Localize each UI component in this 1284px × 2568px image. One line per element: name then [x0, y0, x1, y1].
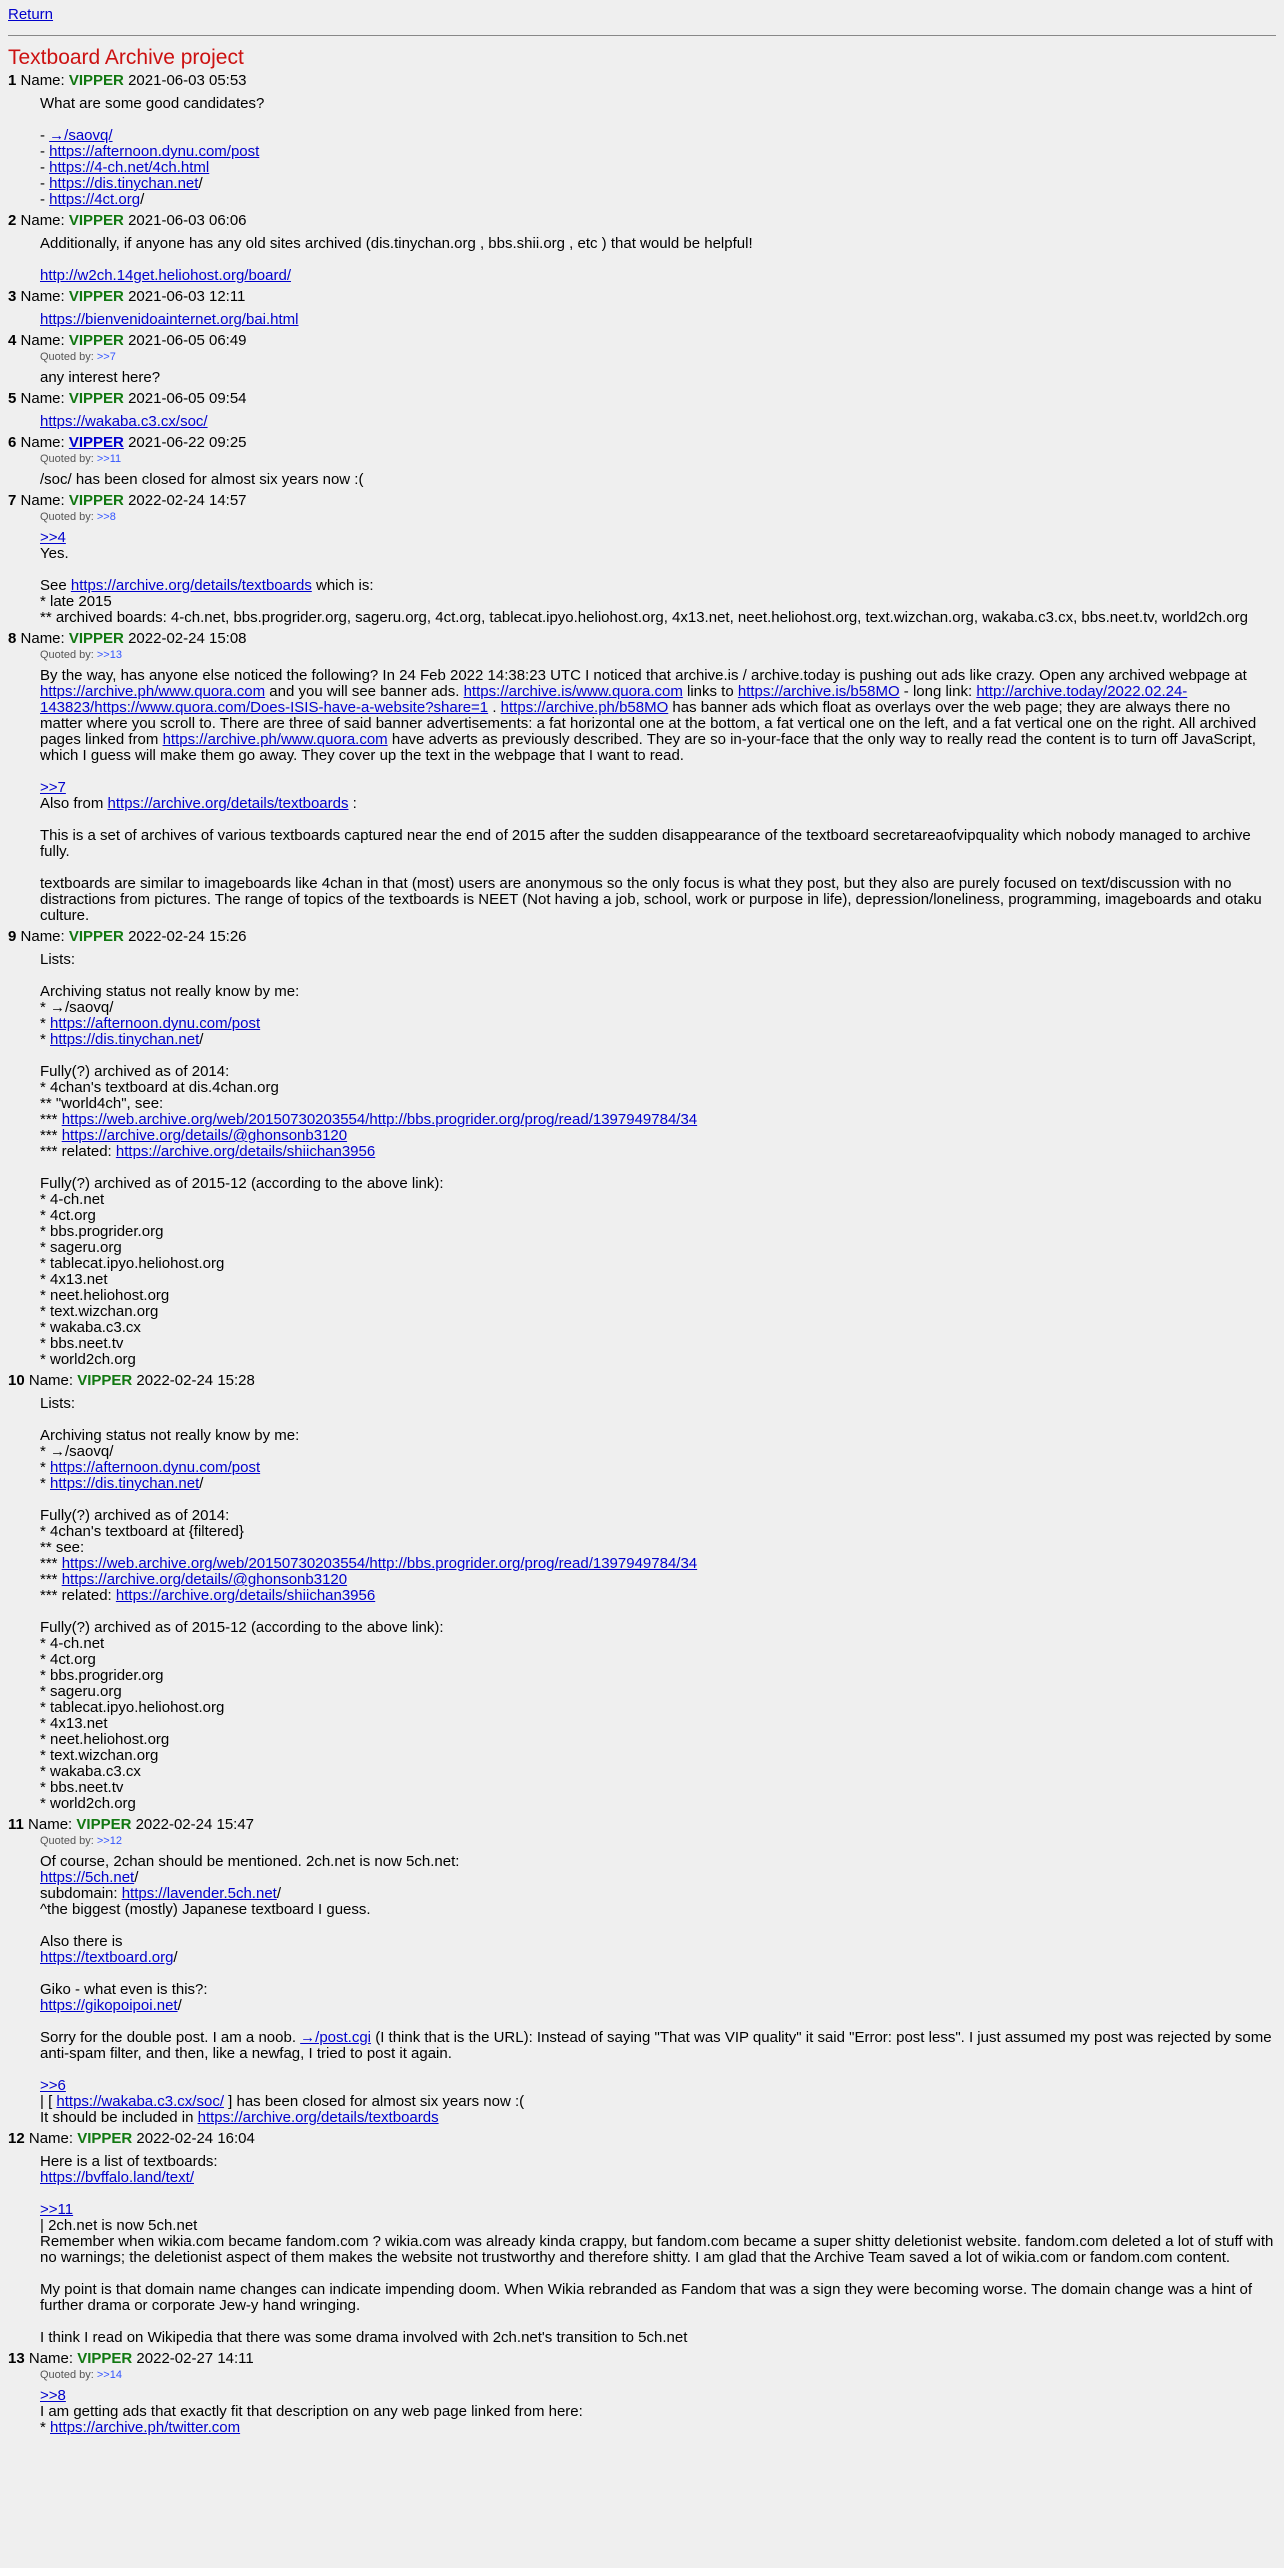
- post-line: ** archived boards: 4-ch.net, bbs.progrider.org, sageru.org, 4ct.org, tablecat.ipyo.heliohost.org, 4x13.net, neet.heliohost.org, text.wizchan.org, wakaba.c3.cx, bbs.neet.tv, world2ch.org: [40, 609, 1248, 626]
- post-link[interactable]: https://archive.org/details/@ghonsonb3120: [61, 1127, 348, 1144]
- post-link[interactable]: https://archive.is/b58MO: [737, 683, 900, 700]
- post-line: * bbs.neet.tv: [40, 1779, 124, 1796]
- post-line: My point is that domain name changes can indicate impending doom. When Wikia rebranded as Fandom that was a sign they were becoming worse. The domain change was a hint of further drama or corporate Jew-y hand wringing.: [40, 2281, 1253, 2314]
- name-label: Name:: [28, 1816, 73, 1833]
- post-link[interactable]: https://dis.tinychan.net: [49, 175, 199, 192]
- post-line: * 4chan's textboard at {filtered}: [40, 1523, 244, 1540]
- post-line: - →/saovq/: [40, 127, 113, 144]
- blank-line: [40, 1604, 1276, 1620]
- post-line: Fully(?) archived as of 2015-12 (according to the above link):: [40, 1175, 444, 1192]
- post: [8, 2130, 1276, 2346]
- post-line: subdomain: https://lavender.5ch.net/: [40, 1885, 281, 1902]
- blank-line: [40, 2314, 1276, 2330]
- post-line: - https://4-ch.net/4ch.html: [40, 159, 210, 176]
- post-line: [40, 414, 1276, 430]
- post-line: * sageru.org: [40, 1239, 122, 1256]
- post-line: * 4ct.org: [40, 1207, 96, 1224]
- post-link[interactable]: https://archive.ph/www.quora.com: [162, 731, 388, 748]
- quoted-by-link[interactable]: >>14: [96, 2369, 122, 2381]
- quoted-by-link[interactable]: >>13: [96, 649, 122, 661]
- post-line: [40, 312, 1276, 328]
- quoted-by: Quoted by: >>13: [40, 649, 122, 661]
- post-date: 2021-06-05 06:49: [128, 332, 247, 349]
- post-line: * text.wizchan.org: [40, 1303, 159, 1320]
- post-link[interactable]: https://dis.tinychan.net: [50, 1031, 200, 1048]
- post-line: Giko - what even is this?:: [40, 1981, 208, 1998]
- blank-line: [40, 2062, 1276, 2078]
- post-header: [8, 332, 1276, 350]
- post-line: * 4chan's textboard at dis.4chan.org: [40, 1079, 279, 1096]
- post-link[interactable]: https://wakaba.c3.cx/soc/: [56, 2093, 224, 2110]
- post-link[interactable]: http://archive.today/2022.02.24-143823/https://www.quora.com/Does-ISIS-have-a-website?share=1: [40, 683, 1188, 716]
- post-line: [40, 2078, 1276, 2094]
- post-link[interactable]: https://afternoon.dynu.com/post: [50, 1459, 261, 1476]
- blank-line: [40, 1918, 1276, 1934]
- name-label: Name:: [20, 928, 65, 945]
- poster-name: VIPPER: [68, 332, 124, 349]
- post-line: What are some good candidates?: [40, 95, 265, 112]
- post-link[interactable]: https://web.archive.org/web/20150730203554/http://bbs.progrider.org/prog/read/1397949784/34: [61, 1111, 698, 1128]
- divider: [8, 35, 1276, 36]
- post-line: Of course, 2chan should be mentioned. 2ch.net is now 5ch.net:: [40, 1853, 460, 1870]
- quoted-by: Quoted by: >>7: [40, 351, 116, 363]
- post: [8, 212, 1276, 284]
- post-body: [40, 1854, 1276, 2126]
- return-link[interactable]: Return: [8, 6, 54, 23]
- post-body: [40, 2154, 1276, 2346]
- post-date: 2021-06-05 09:54: [128, 390, 247, 407]
- post-line: * wakaba.c3.cx: [40, 1763, 141, 1780]
- post-line: https://gikopoipoi.net/: [40, 1997, 182, 2014]
- post-header: [8, 630, 1276, 648]
- post-link[interactable]: https://archive.org/details/textboards: [197, 2109, 439, 2126]
- post-line: It should be included in https://archive.org/details/textboards: [40, 2109, 439, 2126]
- post-date: 2022-02-27 14:11: [136, 2350, 254, 2367]
- post-line: - https://dis.tinychan.net/: [40, 175, 203, 192]
- post-line: [40, 2388, 1276, 2404]
- quoted-by-link[interactable]: >>8: [96, 511, 116, 523]
- post-body: [40, 2388, 1276, 2436]
- post-line: *** https://archive.org/details/@ghonsonb3120: [40, 1571, 348, 1588]
- post-link[interactable]: https://afternoon.dynu.com/post: [49, 143, 260, 160]
- post-header: [8, 1372, 1276, 1390]
- post-link[interactable]: https://archive.org/details/textboards: [70, 577, 312, 594]
- page-title: Textboard Archive project: [8, 46, 244, 69]
- name-label: Name:: [20, 630, 65, 647]
- post-line: - https://afternoon.dynu.com/post: [40, 143, 260, 160]
- post-line: [40, 530, 1276, 546]
- post-body: [40, 236, 1276, 284]
- post-date: 2021-06-03 12:11: [128, 288, 246, 305]
- post-link[interactable]: https://4ct.org: [49, 191, 141, 208]
- post-link[interactable]: https://archive.org/details/@ghonsonb3120: [61, 1571, 348, 1588]
- post-header: [8, 928, 1276, 946]
- post-header: [8, 72, 1276, 90]
- post-body: [40, 96, 1276, 208]
- quoted-by-link[interactable]: >>7: [96, 351, 116, 363]
- post-line: * https://dis.tinychan.net/: [40, 1031, 204, 1048]
- blank-line: [40, 1160, 1276, 1176]
- post-line: [40, 2202, 1276, 2218]
- post-link[interactable]: https://archive.org/details/shiichan3956: [115, 1143, 376, 1160]
- poster-name: VIPPER: [68, 630, 124, 647]
- post-line: Yes.: [40, 545, 69, 562]
- post-line: * sageru.org: [40, 1683, 122, 1700]
- post: [8, 434, 1276, 488]
- name-label: Name:: [20, 434, 65, 451]
- post-line: * bbs.progrider.org: [40, 1223, 164, 1240]
- post-date: 2022-02-24 14:57: [128, 492, 247, 509]
- post-line: This is a set of archives of various textboards captured near the end of 2015 after the sudden disappearance of the textboard secretareaofvipquality which nobody managed to archive fully.: [40, 827, 1251, 860]
- post-line: * 4x13.net: [40, 1715, 108, 1732]
- blank-line: [40, 112, 1276, 128]
- post: [8, 332, 1276, 386]
- post-line: https://textboard.org/: [40, 1949, 178, 1966]
- poster-name: VIPPER: [68, 492, 124, 509]
- poster-name: VIPPER: [77, 1372, 133, 1389]
- post-line: Archiving status not really know by me:: [40, 983, 300, 1000]
- post-date: 2022-02-24 15:08: [128, 630, 247, 647]
- blank-line: [40, 2014, 1276, 2030]
- post-link[interactable]: https://archive.is/www.quora.com: [463, 683, 683, 700]
- post-number: 7: [8, 492, 17, 509]
- name-label: Name:: [28, 1372, 74, 1389]
- blank-line: [40, 2266, 1276, 2282]
- post-date: 2021-06-22 09:25: [128, 434, 247, 451]
- post-number: 11: [8, 1816, 24, 1833]
- post-line: By the way, has anyone else noticed the following? In 24 Feb 2022 14:38:23 UTC I noticed that archive.is / archive.today is pushing out ads like crazy. Open any archived webpage at https://archive.ph/www.quora.com and you will see banner ads. https://archive.is/www.quora.com links to https://archive.is/b58MO - long link: http://archive.today/2022.02.24-143823/https://www.quora.com/Does-ISIS-have-a-website?share=1 . https://archive.ph/b58MO has banner ads which float as overlays over the web page; they are always there no matter where you scroll to. There are three of said banner advertisements: a fat horizontal one at the bottom, a fat vertical one on the left, and a fat vertical one on the right. All archived pages linked from https://archive.ph/www.quora.com have adverts as previously described. They are so in-your-face that the only way to really read the content is to turn off JavaScript, which I guess will make them go away. They cover up the text in the webpage that I want to read.: [40, 667, 1257, 764]
- post-line: * 4-ch.net: [40, 1191, 105, 1208]
- post-date: 2021-06-03 05:53: [128, 72, 247, 89]
- post-line: Fully(?) archived as of 2014:: [40, 1507, 230, 1524]
- post-line: * late 2015: [40, 593, 112, 610]
- post-line: Lists:: [40, 951, 76, 968]
- poster-name: VIPPER: [68, 72, 124, 89]
- reply-link[interactable]: >>7: [40, 779, 66, 796]
- blank-line: [40, 968, 1276, 984]
- post-body: [40, 370, 1276, 386]
- post-line: * 4ct.org: [40, 1651, 96, 1668]
- post-line: * tablecat.ipyo.heliohost.org: [40, 1699, 225, 1716]
- post-body: [40, 1396, 1276, 1812]
- post-line: * →/saovq/: [40, 1443, 114, 1460]
- blank-line: [40, 812, 1276, 828]
- name-label: Name:: [20, 212, 65, 229]
- post-line: See https://archive.org/details/textboards which is:: [40, 577, 374, 594]
- post-link[interactable]: https://afternoon.dynu.com/post: [50, 1015, 261, 1032]
- post: [8, 928, 1276, 1368]
- post-line: [40, 780, 1276, 796]
- post-link[interactable]: https://wakaba.c3.cx/soc/: [40, 413, 208, 430]
- post-number: 3: [8, 288, 17, 305]
- post-number: 1: [8, 72, 17, 89]
- post-line: Also from https://archive.org/details/textboards :: [40, 795, 357, 812]
- post-header: [8, 2350, 1276, 2368]
- post-link[interactable]: https://5ch.net: [40, 1869, 135, 1886]
- poster-name: VIPPER: [68, 928, 124, 945]
- blank-line: [40, 1048, 1276, 1064]
- post-link[interactable]: https://archive.org/details/shiichan3956: [115, 1587, 376, 1604]
- name-label: Name:: [20, 72, 65, 89]
- blank-line: [40, 1412, 1276, 1428]
- post: [8, 72, 1276, 208]
- poster-name: VIPPER: [68, 390, 124, 407]
- post-body: [40, 414, 1276, 430]
- post-line: Here is a list of textboards:: [40, 2153, 218, 2170]
- poster-name: VIPPER: [77, 2350, 133, 2367]
- post-line: ^the biggest (mostly) Japanese textboard I guess.: [40, 1901, 371, 1918]
- post-line: *** https://web.archive.org/web/20150730203554/http://bbs.progrider.org/prog/read/1397949784/34: [40, 1111, 698, 1128]
- post-number: 5: [8, 390, 17, 407]
- post-line: * bbs.neet.tv: [40, 1335, 124, 1352]
- post-date: 2022-02-24 15:28: [136, 1372, 255, 1389]
- post-line: textboards are similar to imageboards like 4chan in that (most) users are anonymous so the only focus is what they post, but they also are purely focused on text/discussion with no distractions from pictures. The range of topics of the textboards is NEET (Not having a job, school, work or purpose in life), depression/loneliness, programming, imageboards and otaku culture.: [40, 875, 1262, 924]
- post-line: Fully(?) archived as of 2015-12 (according to the above link):: [40, 1619, 444, 1636]
- post-number: 6: [8, 434, 17, 451]
- name-label: Name:: [20, 288, 65, 305]
- post-link[interactable]: https://lavender.5ch.net: [121, 1885, 277, 1902]
- post-link[interactable]: https://4-ch.net/4ch.html: [49, 159, 210, 176]
- quoted-by: Quoted by: >>8: [40, 511, 116, 523]
- post-line: Lists:: [40, 1395, 76, 1412]
- post-line: https://5ch.net/: [40, 1869, 139, 1886]
- post-header: [8, 288, 1276, 306]
- post-date: 2022-02-24 15:26: [128, 928, 247, 945]
- post-line: Remember when wikia.com became fandom.com ? wikia.com was already kinda crappy, but fandom.com became a super shitty deletionist website. fandom.com deleted a lot of stuff with no warnings; the deletionist aspect of them makes the website not trustworthy and therefore shitty. I am glad that the Archive Team saved a lot of wikia.com or fandom.com content.: [40, 2233, 1274, 2266]
- quoted-by-link[interactable]: >>12: [96, 1835, 122, 1847]
- name-label: Name:: [20, 390, 65, 407]
- poster-name[interactable]: VIPPER: [68, 434, 124, 451]
- post-header: [8, 2130, 1276, 2148]
- post-line: I am getting ads that exactly fit that description on any web page linked from here:: [40, 2403, 583, 2420]
- post-line: *** https://archive.org/details/@ghonsonb3120: [40, 1127, 348, 1144]
- post-line: * https://afternoon.dynu.com/post: [40, 1459, 261, 1476]
- post-link[interactable]: http://w2ch.14get.heliohost.org/board/: [40, 267, 292, 284]
- post-link[interactable]: https://bvffalo.land/text/: [40, 2169, 194, 2186]
- reply-link[interactable]: >>8: [40, 2387, 66, 2404]
- post-link[interactable]: https://archive.org/details/textboards: [107, 795, 349, 812]
- post-line: | 2ch.net is now 5ch.net: [40, 2217, 198, 2234]
- post: [8, 2350, 1276, 2436]
- post-number: 8: [8, 630, 17, 647]
- post-body: [40, 530, 1276, 626]
- post-date: 2022-02-24 16:04: [136, 2130, 255, 2147]
- post-line: [40, 268, 1276, 284]
- name-label: Name:: [20, 492, 65, 509]
- post-link[interactable]: https://dis.tinychan.net: [50, 1475, 200, 1492]
- post-body: [40, 668, 1276, 924]
- post-line: *** related: https://archive.org/details/shiichan3956: [40, 1143, 376, 1160]
- blank-line: [40, 252, 1276, 268]
- post: [8, 1816, 1276, 2126]
- post: [8, 288, 1276, 328]
- post-body: [40, 312, 1276, 328]
- post-link[interactable]: https://archive.ph/www.quora.com: [40, 683, 266, 700]
- post-body: [40, 472, 1276, 488]
- post-line: * world2ch.org: [40, 1795, 136, 1812]
- quoted-by-link[interactable]: >>11: [96, 453, 122, 465]
- post-line: Additionally, if anyone has any old sites archived (dis.tinychan.org , bbs.shii.org , etc ) that would be helpful!: [40, 235, 753, 252]
- post-line: *** https://web.archive.org/web/20150730203554/http://bbs.progrider.org/prog/read/1397949784/34: [40, 1555, 698, 1572]
- name-label: Name:: [20, 332, 65, 349]
- top-nav: [8, 6, 1276, 30]
- reply-link[interactable]: >>4: [40, 529, 66, 546]
- post-line: any interest here?: [40, 369, 161, 386]
- post-number: 2: [8, 212, 17, 229]
- name-label: Name:: [28, 2350, 74, 2367]
- post-line: /soc/ has been closed for almost six years now :(: [40, 471, 364, 488]
- post-line: * wakaba.c3.cx: [40, 1319, 141, 1336]
- poster-name: VIPPER: [77, 2130, 133, 2147]
- post-date: 2022-02-24 15:47: [135, 1816, 255, 1833]
- post-line: * https://dis.tinychan.net/: [40, 1475, 204, 1492]
- post-link[interactable]: https://bienvenidoainternet.org/bai.html: [40, 311, 299, 328]
- post-header: [8, 390, 1276, 408]
- blank-line: [40, 562, 1276, 578]
- post-line: * neet.heliohost.org: [40, 1287, 170, 1304]
- post-number: 13: [8, 2350, 25, 2367]
- blank-line: [40, 860, 1276, 876]
- thread: [8, 72, 1276, 2436]
- blank-line: [40, 764, 1276, 780]
- blank-line: [40, 1966, 1276, 1982]
- post-line: * 4x13.net: [40, 1271, 108, 1288]
- poster-name: VIPPER: [76, 1816, 132, 1833]
- post: [8, 390, 1276, 430]
- post-line: * bbs.progrider.org: [40, 1667, 164, 1684]
- post-line: * world2ch.org: [40, 1351, 136, 1368]
- reply-link[interactable]: >>6: [40, 2077, 66, 2094]
- name-label: Name:: [28, 2130, 74, 2147]
- post-line: | [ https://wakaba.c3.cx/soc/ ] has been closed for almost six years now :(: [40, 2093, 525, 2110]
- post-date: 2021-06-03 06:06: [128, 212, 247, 229]
- post-line: ** "world4ch", see:: [40, 1095, 164, 1112]
- post-number: 12: [8, 2130, 25, 2147]
- poster-name: VIPPER: [68, 288, 124, 305]
- post-line: * neet.heliohost.org: [40, 1731, 170, 1748]
- post-header: [8, 1816, 1276, 1834]
- post-number: 10: [8, 1372, 25, 1389]
- quoted-by: Quoted by: >>11: [40, 453, 122, 465]
- quoted-by: Quoted by: >>12: [40, 1835, 122, 1847]
- post-header: [8, 434, 1276, 452]
- post-link[interactable]: https://gikopoipoi.net: [40, 1997, 178, 2014]
- post-line: [40, 2170, 1276, 2186]
- post-line: - https://4ct.org/: [40, 191, 145, 208]
- post-line: Sorry for the double post. I am a noob. →/post.cgi (I think that is the URL): Instead of saying "That was VIP quality" it said "Error: post less". I just assumed my post was rejected by some anti-spam filter, and then, like a newfag, I tried to post it again.: [40, 2029, 1272, 2062]
- post-line: * 4-ch.net: [40, 1635, 105, 1652]
- quoted-by: Quoted by: >>14: [40, 2369, 122, 2381]
- post-line: * tablecat.ipyo.heliohost.org: [40, 1255, 225, 1272]
- poster-name: VIPPER: [68, 212, 124, 229]
- post-header: [8, 492, 1276, 510]
- post-number: 4: [8, 332, 17, 349]
- post: [8, 630, 1276, 924]
- post-line: * https://afternoon.dynu.com/post: [40, 1015, 261, 1032]
- post-line: ** see:: [40, 1539, 85, 1556]
- post-link[interactable]: https://web.archive.org/web/20150730203554/http://bbs.progrider.org/prog/read/1397949784/34: [61, 1555, 698, 1572]
- post-link[interactable]: https://archive.ph/b58MO: [500, 699, 669, 716]
- post-line: * →/saovq/: [40, 999, 114, 1016]
- post-line: *** related: https://archive.org/details/shiichan3956: [40, 1587, 376, 1604]
- post-link[interactable]: →/post.cgi: [300, 2029, 372, 2046]
- post-line: I think I read on Wikipedia that there was some drama involved with 2ch.net's transition to 5ch.net: [40, 2329, 688, 2346]
- post-line: * https://archive.ph/twitter.com: [40, 2419, 241, 2436]
- post-line: * text.wizchan.org: [40, 1747, 159, 1764]
- post-line: Archiving status not really know by me:: [40, 1427, 300, 1444]
- post-link[interactable]: →/saovq/: [49, 127, 113, 144]
- post-header: [8, 212, 1276, 230]
- post: [8, 492, 1276, 626]
- blank-line: [40, 2186, 1276, 2202]
- post: [8, 1372, 1276, 1812]
- post-line: Also there is: [40, 1933, 123, 1950]
- post-link[interactable]: https://archive.ph/twitter.com: [50, 2419, 241, 2436]
- post-body: [40, 952, 1276, 1368]
- post-line: Fully(?) archived as of 2014:: [40, 1063, 230, 1080]
- blank-line: [40, 1492, 1276, 1508]
- post-link[interactable]: https://textboard.org: [40, 1949, 174, 1966]
- post-number: 9: [8, 928, 17, 945]
- reply-link[interactable]: >>11: [40, 2201, 74, 2218]
